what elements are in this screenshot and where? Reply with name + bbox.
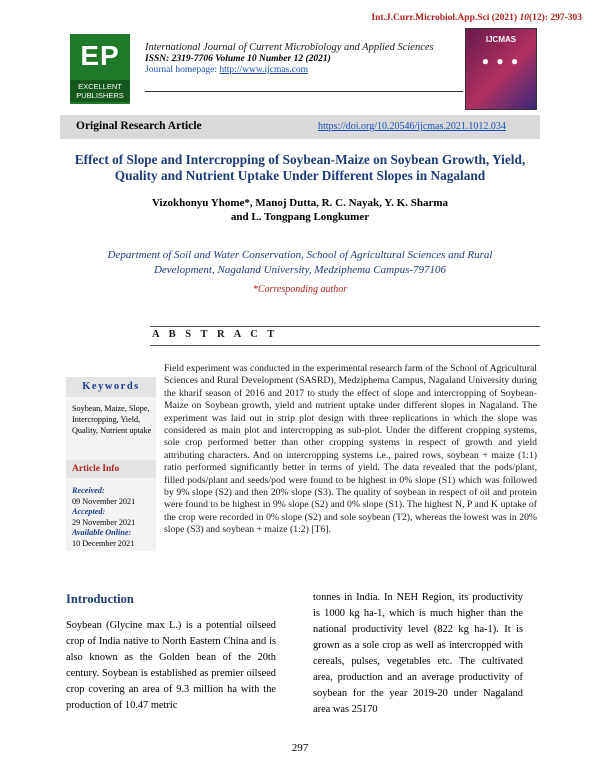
abstract-heading: A B S T R A C T (152, 329, 278, 340)
introduction-column-1: Soybean (Glycine max L.) is a potential oilseed crop of India native to North Eastern China and is also known as the Golden bean of the 20th century. Soybean is established as premier oilseed crop covering an area of 9.3 million ha with the production of 10.47 metric (66, 620, 276, 711)
issn-line: ISSN: 2319-7706 Volume 10 Number 12 (2021) (145, 54, 331, 64)
abstract-rule-top (150, 326, 540, 327)
authors-line-1: Vizokhonyu Yhome*, Manoj Dutta, R. C. Nayak, Y. K. Sharma (151, 197, 448, 209)
journal-name: International Journal of Current Microbiology and Applied Sciences (145, 42, 434, 53)
publisher-logo-text: EXCELLENT PUBLISHERS (70, 80, 130, 102)
keywords-heading: Keywords (66, 377, 156, 397)
cover-title: IJCMAS (485, 35, 517, 44)
abstract-text: Field experiment was conducted in the experimental research farm of the School of Agricultural Sciences and Rural Development (SASRD), Medziphema Campus, Nagaland University during the kharif season of 2016 and 2017 to study the effect of slope and intercropping of Soybean-Maize on Soybean growth, yield and nutrient uptake under different slopes in Nagaland. The experiment was laid out in strip plot design with three replications in which the slope was considered as main plot and intercropping as sub-plot. Under the different cropping systems, sole crop performed better than other cropping systems in respect of growth and yield attributing characters. And on intercropping systems i.e., paired rows, soybean + maize (1:1) ratio performed significantly better in terms of yield. The data revealed that the pods/plant, filled pods/plant and seeds/pod were found to be highest in 0% slope (S1) which was followed by 9% slope (S2) and then 20% slope (S3). The quality of soybean in respect of oil and protein were found to be highest in 9% slope (S2) and 0% slope (S1). The highest N, P and K uptake of the crop were recorded in 0% slope (S2) and sole soybean (T2), whereas the lowest was in 20% slope (S3) and soybean + maize (1:2) [T6]. (164, 363, 537, 536)
received-label: Received: (72, 486, 105, 495)
article-dates (72, 486, 156, 549)
citation-prefix: Int.J.Curr.Microbiol.App.Sci (2021) (371, 13, 520, 23)
abstract-rule-bottom (150, 345, 540, 346)
journal-info (145, 42, 465, 75)
article-title: Effect of Slope and Intercropping of Soybean-Maize on Soybean Growth, Yield, Quality and Nutrient Uptake Under Different Slopes in Nagaland (74, 152, 526, 183)
keywords-list: Soybean, Maize, Slope, Intercropping, Yield, Quality, Nutrient uptake (72, 404, 152, 435)
online-date: 10 December 2021 (72, 538, 135, 548)
publisher-logo-letters: EP (80, 40, 120, 71)
article-type: Original Research Article (76, 120, 202, 132)
online-label: Available Online: (72, 528, 132, 537)
homepage-link[interactable]: http://www.ijcmas.com (219, 65, 308, 75)
page-number: 297 (291, 742, 309, 754)
affiliation: Department of Soil and Water Conservation, School of Agricultural Sciences and Rural Development, Nagaland University, Medziphema Campus-797106 (107, 249, 493, 276)
journal-cover-image (465, 28, 537, 110)
introduction-column-2: tonnes in India. In NEH Region, its productivity is 1000 kg ha-1, which is much higher than the national productivity level (822 kg ha-1). It is grown as a sole crop as well as intercropped with cereals, pulses, vegetables etc. The cultivated area, production and an average productivity of soybean for the year 2019-20 under Nagaland area was 25170 (313, 592, 523, 715)
publisher-logo (70, 34, 130, 104)
header-divider (145, 91, 463, 92)
journal-homepage (145, 65, 465, 75)
corresponding-author: *Corresponding author (252, 284, 348, 295)
citation-suffix: (12): 297-303 (528, 13, 582, 23)
introduction-heading: Introduction (66, 592, 134, 606)
cover-decoration: ● ● ● (481, 54, 521, 68)
accepted-date: 29 November 2021 (72, 517, 136, 527)
authors-line-2: and L. Tongpang Longkumer (230, 211, 370, 223)
received-date: 09 November 2021 (72, 496, 136, 506)
journal-citation (182, 13, 582, 23)
accepted-label: Accepted: (72, 507, 106, 516)
citation-volume: 10 (519, 13, 529, 23)
authors (66, 196, 534, 224)
homepage-label: Journal homepage: (145, 65, 220, 75)
doi-link[interactable]: https://doi.org/10.20546/ijcmas.2021.1012.034 (318, 121, 506, 132)
article-info-heading: Article Info (66, 460, 156, 478)
